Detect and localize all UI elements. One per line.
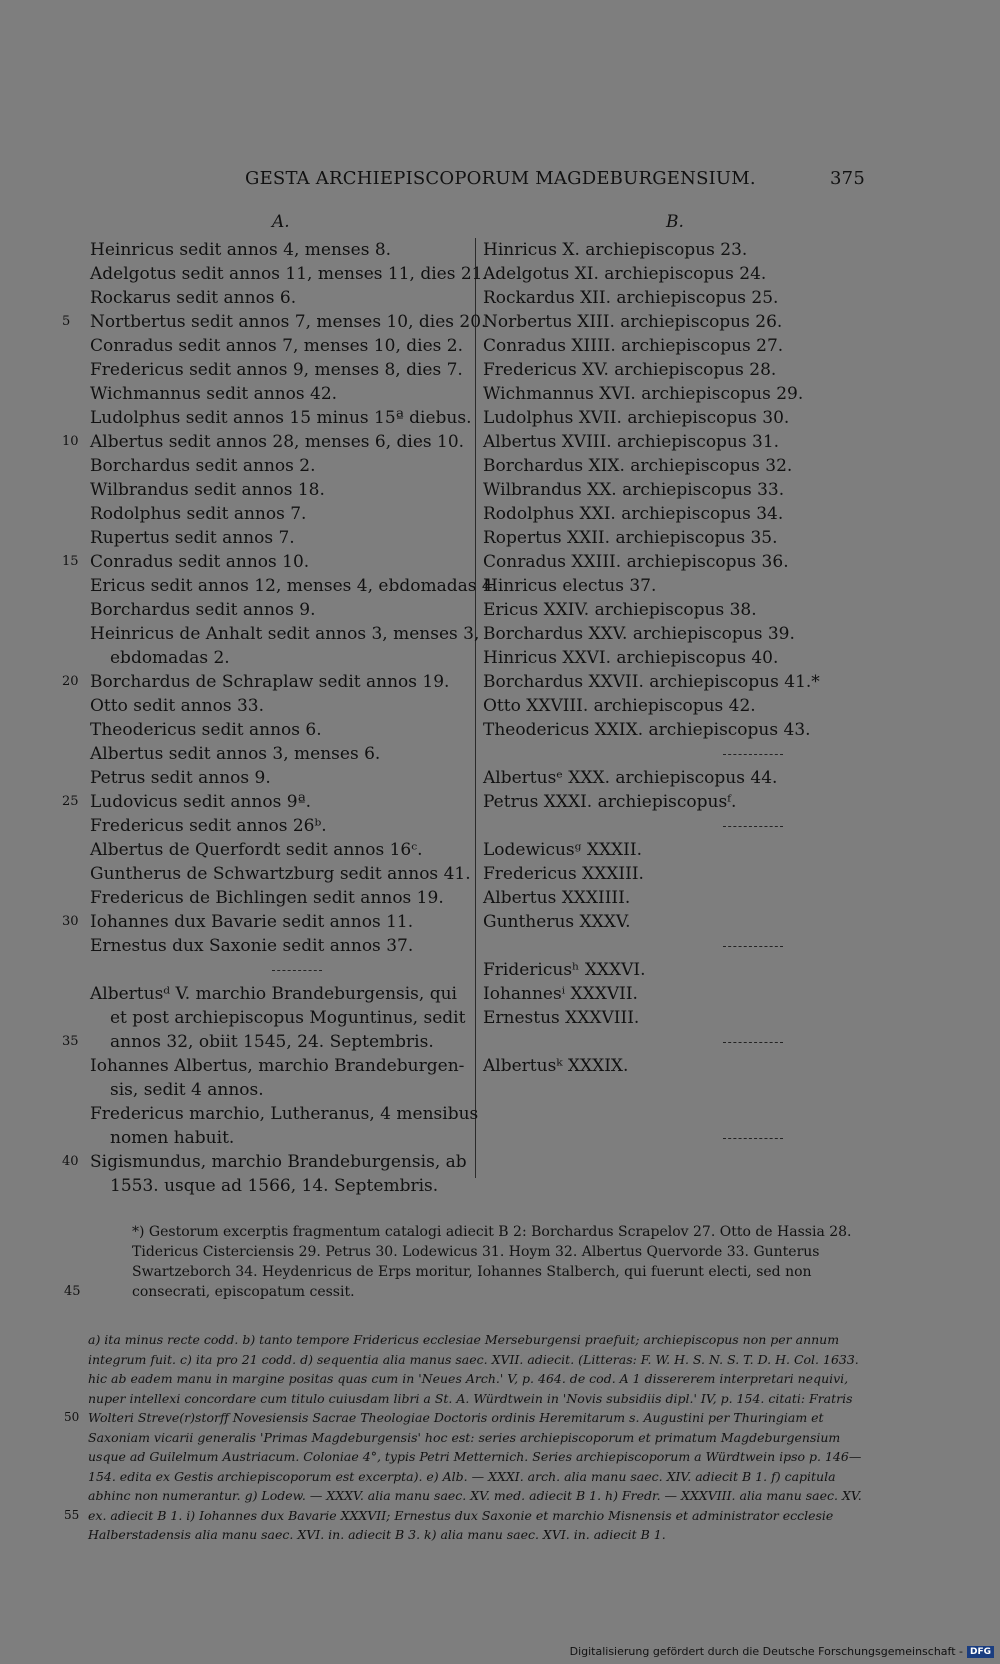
entry-text: et post archiepiscopus Moguntinus, sedit	[110, 1008, 466, 1028]
entry-text: Albertus sedit annos 28, menses 6, dies 10.	[90, 432, 465, 452]
list-item	[62, 694, 474, 718]
line-number: 5	[62, 314, 71, 329]
list-item	[483, 646, 843, 670]
entry-text: Fredericus XXXIII.	[483, 864, 644, 884]
list-item	[483, 670, 843, 694]
entry-text: Hinricus electus 37.	[483, 576, 657, 596]
list-item	[483, 334, 843, 358]
entry-text: Hinricus X. archiepiscopus 23.	[483, 240, 748, 260]
section-separator	[483, 1030, 843, 1054]
entry-text: Wichmannus sedit annos 42.	[90, 384, 338, 404]
entry-text: Otto XXVIII. archiepiscopus 42.	[483, 696, 756, 716]
list-item	[62, 430, 474, 454]
list-item	[62, 334, 474, 358]
separator-rule	[723, 1138, 783, 1139]
list-item	[62, 838, 474, 862]
entry-text: annos 32, obiit 1545, 24. Septembris.	[110, 1032, 434, 1052]
separator-rule	[723, 946, 783, 947]
list-item	[62, 526, 474, 550]
footnotes-text: a) ita minus recte codd. b) tanto tempore Fridericus ecclesiae Merseburgensi praefuit; archiepiscopus non per annum integrum fuit. c) ita pro 21 codd. d) sequentia alia manus saec. XVII. adiecit. (Litteras: F. W. H. S. N. S. T. D. H. Col. 1633. hic ab eadem manu in margine positas quas cum in 'Neues Arch.' V, p. 464. de cod. A 1 dissererem interpretari nequivi, nuper intellexi concordare cum titulo cuiusdam libri a St. A. Würdtwein in 'Novis subsidiis dipl.' IV, p. 154. citati: Fratris Wolteri Streve(r)storff Novesiensis Sacrae Theologiae Doctoris ordinis Heremitarum s. Augustini per Thuringiam et Saxoniam vicarii generalis 'Primas Magdeburgensis' hoc est: series archiepiscoporum et primatum Magdeburgensium usque ad Guilelmum Austriacum. Coloniae 4°, typis Petri Metternich. Series archiepiscoporum a Würdtwein ipso p. 146—154. edita ex Gestis archiepiscoporum est excerpta). e) Alb. — XXXI. arch. alia manu saec. XIV. adiecit B 1. f) capitula abhinc non numerantur. g) Lodew. — XXXV. alia manu saec. XV. med. adiecit B 1. h) Fredr. — XXXVIII. alia manu saec. XV. ex. adiecit B 1. i) Iohannes dux Bavarie XXXVII; Ernestus dux Saxonie et marchio Misnensis et administrator ecclesie Halberstadensis alia manu saec. XVI. in. adiecit B 3. k) alia manu saec. XVI. in. adiecit B 1.	[88, 1332, 862, 1542]
entry-text: Fridericusʰ XXXVI.	[483, 960, 646, 980]
entry-text: Rodolphus XXI. archiepiscopus 34.	[483, 504, 784, 524]
entry-text: Conradus sedit annos 10.	[90, 552, 310, 572]
entry-text: Iohannes dux Bavarie sedit annos 11.	[90, 912, 414, 932]
entry-text: Iohannes Albertus, marchio Brandeburgen-	[90, 1056, 465, 1076]
list-item	[483, 622, 843, 646]
column-divider	[475, 238, 476, 1178]
entry-text: Guntherus de Schwartzburg sedit annos 41.	[90, 864, 471, 884]
section-separator	[483, 934, 843, 958]
list-item	[483, 382, 843, 406]
line-number: 40	[62, 1154, 79, 1169]
list-item	[62, 1030, 474, 1054]
entry-text: Guntherus XXXV.	[483, 912, 631, 932]
entry-text: Albertus de Querfordt sedit annos 16ᶜ.	[90, 840, 423, 860]
list-item	[483, 694, 843, 718]
list-item	[483, 1054, 843, 1078]
entry-text: Lodewicusᵍ XXXII.	[483, 840, 642, 860]
entry-text: Otto sedit annos 33.	[90, 696, 265, 716]
entry-text: Adelgotus XI. archiepiscopus 24.	[483, 264, 767, 284]
list-item	[483, 526, 843, 550]
list-item	[62, 286, 474, 310]
line-number: 15	[62, 554, 79, 569]
page-number: 375	[830, 168, 865, 189]
list-item	[62, 934, 474, 958]
entry-text: Albertusᵈ V. marchio Brandeburgensis, qui	[90, 984, 457, 1004]
list-item	[62, 670, 474, 694]
list-item	[62, 382, 474, 406]
line-number: 30	[62, 914, 79, 929]
column-b	[483, 238, 843, 1150]
entry-text: Borchardus XXVII. archiepiscopus 41.*	[483, 672, 820, 692]
section-separator	[483, 814, 843, 838]
entry-text: Wilbrandus sedit annos 18.	[90, 480, 325, 500]
entry-text: Ludolphus XVII. archiepiscopus 30.	[483, 408, 790, 428]
list-item	[483, 598, 843, 622]
list-item	[62, 910, 474, 934]
entry-text: Rockardus XII. archiepiscopus 25.	[483, 288, 779, 308]
list-item	[483, 358, 843, 382]
list-item	[62, 982, 474, 1006]
entry-text: Wilbrandus XX. archiepiscopus 33.	[483, 480, 785, 500]
list-item	[483, 262, 843, 286]
list-item	[62, 1126, 474, 1150]
list-item	[62, 310, 487, 334]
column-b-label: B.	[666, 212, 684, 232]
list-item	[62, 478, 474, 502]
section-separator	[483, 742, 843, 766]
list-item	[483, 478, 843, 502]
footnote-star-text: *) Gestorum excerptis fragmentum catalogi adiecit B 2: Borchardus Scrapelov 27. Otto de Hassia 28. Tidericus Cisterciensis 29. Petrus 30. Lodewicus 31. Hoym 32. Albertus Quervorde 33. Gunterus Swartzeborch 34. Heydenricus de Erps moritur, Iohannes Stalberch, qui fuerunt electi, sed non consecrati, episcopatum cessit.	[132, 1224, 852, 1300]
line-number: 25	[62, 794, 79, 809]
list-item	[62, 646, 474, 670]
list-item	[483, 1102, 843, 1126]
list-item	[62, 574, 499, 598]
list-item	[62, 238, 474, 262]
entry-text: Adelgotus sedit annos 11, menses 11, dies 21.	[90, 264, 488, 284]
entry-text: Borchardus XXV. archiepiscopus 39.	[483, 624, 795, 644]
entry-text: Ernestus XXXVIII.	[483, 1008, 640, 1028]
entry-text: Albertus XXXIIII.	[483, 888, 631, 908]
list-item	[62, 742, 474, 766]
list-item	[483, 1078, 843, 1102]
list-item	[483, 718, 843, 742]
entry-text: Wichmannus XVI. archiepiscopus 29.	[483, 384, 804, 404]
list-item	[62, 622, 480, 646]
entry-text: Albertusᵉ XXX. archiepiscopus 44.	[483, 768, 778, 788]
page-title: GESTA ARCHIEPISCOPORUM MAGDEBURGENSIUM.	[245, 168, 756, 189]
entry-text: Heinricus sedit annos 4, menses 8.	[90, 240, 392, 260]
entry-text: Conradus XXIII. archiepiscopus 36.	[483, 552, 789, 572]
list-item	[62, 718, 474, 742]
list-item	[483, 886, 843, 910]
list-item	[483, 550, 843, 574]
running-header	[245, 168, 865, 189]
line-number: 45	[64, 1284, 81, 1299]
entry-text: Rodolphus sedit annos 7.	[90, 504, 307, 524]
entry-text: Sigismundus, marchio Brandeburgensis, ab	[90, 1152, 467, 1172]
list-item	[483, 862, 843, 886]
entry-text: nomen habuit.	[110, 1128, 235, 1148]
list-item	[62, 1054, 474, 1078]
separator-rule	[723, 754, 783, 755]
entry-text: Borchardus de Schraplaw sedit annos 19.	[90, 672, 450, 692]
separator-rule	[723, 1042, 783, 1043]
list-item	[62, 1150, 474, 1174]
entry-text: Conradus XIIII. archiepiscopus 27.	[483, 336, 784, 356]
list-item	[483, 574, 843, 598]
line-number: 55	[64, 1508, 80, 1522]
list-item	[483, 910, 843, 934]
dfg-logo: DFG	[967, 1646, 994, 1658]
entry-text: Theodericus sedit annos 6.	[90, 720, 322, 740]
entry-text: Fredericus de Bichlingen sedit annos 19.	[90, 888, 444, 908]
entry-text: Fredericus sedit annos 26ᵇ.	[90, 816, 327, 836]
entry-text: Iohannesⁱ XXXVII.	[483, 984, 638, 1004]
list-item	[62, 766, 474, 790]
list-item	[62, 1102, 479, 1126]
entry-text: Nortbertus sedit annos 7, menses 10, dies 20.	[90, 312, 487, 332]
entry-text: Albertus XVIII. archiepiscopus 31.	[483, 432, 780, 452]
entry-text: Petrus XXXI. archiepiscopusᶠ.	[483, 792, 737, 812]
column-a-label: A.	[272, 212, 290, 232]
separator-rule	[272, 970, 322, 971]
list-item	[483, 1006, 843, 1030]
line-number: 50	[64, 1410, 80, 1424]
list-item	[62, 598, 474, 622]
entry-text: Borchardus sedit annos 2.	[90, 456, 316, 476]
column-a	[62, 238, 499, 1198]
list-item	[62, 862, 474, 886]
entry-text: Ropertus XXII. archiepiscopus 35.	[483, 528, 778, 548]
list-item	[62, 1174, 474, 1198]
entry-text: ebdomadas 2.	[110, 648, 230, 668]
list-item	[483, 430, 843, 454]
list-item	[483, 238, 843, 262]
footnote-star	[62, 1222, 862, 1302]
entry-text: Albertusᵏ XXXIX.	[483, 1056, 629, 1076]
entry-text: Conradus sedit annos 7, menses 10, dies 2.	[90, 336, 463, 356]
digitization-credit	[570, 1645, 994, 1658]
list-item	[483, 502, 843, 526]
entry-text: Ludolphus sedit annos 15 minus 15ª diebus.	[90, 408, 472, 428]
entry-text: Rupertus sedit annos 7.	[90, 528, 295, 548]
list-item	[483, 406, 843, 430]
entry-text: Borchardus sedit annos 9.	[90, 600, 316, 620]
list-item	[62, 262, 488, 286]
list-item	[62, 550, 474, 574]
entry-text: Ericus sedit annos 12, menses 4, ebdomadas 4.	[90, 576, 499, 596]
entry-text: Fredericus marchio, Lutheranus, 4 mensibus	[90, 1104, 479, 1124]
list-item	[62, 790, 474, 814]
list-item	[62, 406, 474, 430]
section-separator	[483, 1126, 843, 1150]
list-item	[483, 982, 843, 1006]
section-separator	[62, 958, 474, 982]
list-item	[483, 838, 843, 862]
list-item	[483, 310, 843, 334]
entry-text: Ludovicus sedit annos 9ª.	[90, 792, 312, 812]
list-item	[483, 454, 843, 478]
list-item	[483, 286, 843, 310]
credit-text: Digitalisierung gefördert durch die Deutsche Forschungsgemeinschaft -	[569, 1645, 963, 1658]
list-item	[62, 1078, 474, 1102]
entry-text: Theodericus XXIX. archiepiscopus 43.	[483, 720, 811, 740]
entry-text: Rockarus sedit annos 6.	[90, 288, 297, 308]
line-number: 20	[62, 674, 79, 689]
list-item	[483, 958, 843, 982]
entry-text: Petrus sedit annos 9.	[90, 768, 271, 788]
separator-rule	[723, 826, 783, 827]
entry-text: Heinricus de Anhalt sedit annos 3, menses 3,	[90, 624, 480, 644]
entry-text: Ericus XXIV. archiepiscopus 38.	[483, 600, 757, 620]
entry-text: 1553. usque ad 1566, 14. Septembris.	[110, 1176, 439, 1196]
list-item	[62, 358, 474, 382]
line-number: 35	[62, 1034, 79, 1049]
entry-text: Fredericus sedit annos 9, menses 8, dies 7.	[90, 360, 463, 380]
list-item	[483, 766, 843, 790]
list-item	[62, 814, 474, 838]
list-item	[62, 454, 474, 478]
entry-text: Norbertus XIII. archiepiscopus 26.	[483, 312, 783, 332]
list-item	[483, 790, 843, 814]
line-number: 10	[62, 434, 79, 449]
list-item	[62, 1006, 474, 1030]
entry-text: Hinricus XXVI. archiepiscopus 40.	[483, 648, 779, 668]
footnotes	[62, 1330, 862, 1545]
entry-text: Albertus sedit annos 3, menses 6.	[90, 744, 381, 764]
entry-text: sis, sedit 4 annos.	[110, 1080, 264, 1100]
entry-text: Ernestus dux Saxonie sedit annos 37.	[90, 936, 414, 956]
entry-text: Fredericus XV. archiepiscopus 28.	[483, 360, 777, 380]
list-item	[62, 502, 474, 526]
list-item	[62, 886, 474, 910]
entry-text: Borchardus XIX. archiepiscopus 32.	[483, 456, 793, 476]
